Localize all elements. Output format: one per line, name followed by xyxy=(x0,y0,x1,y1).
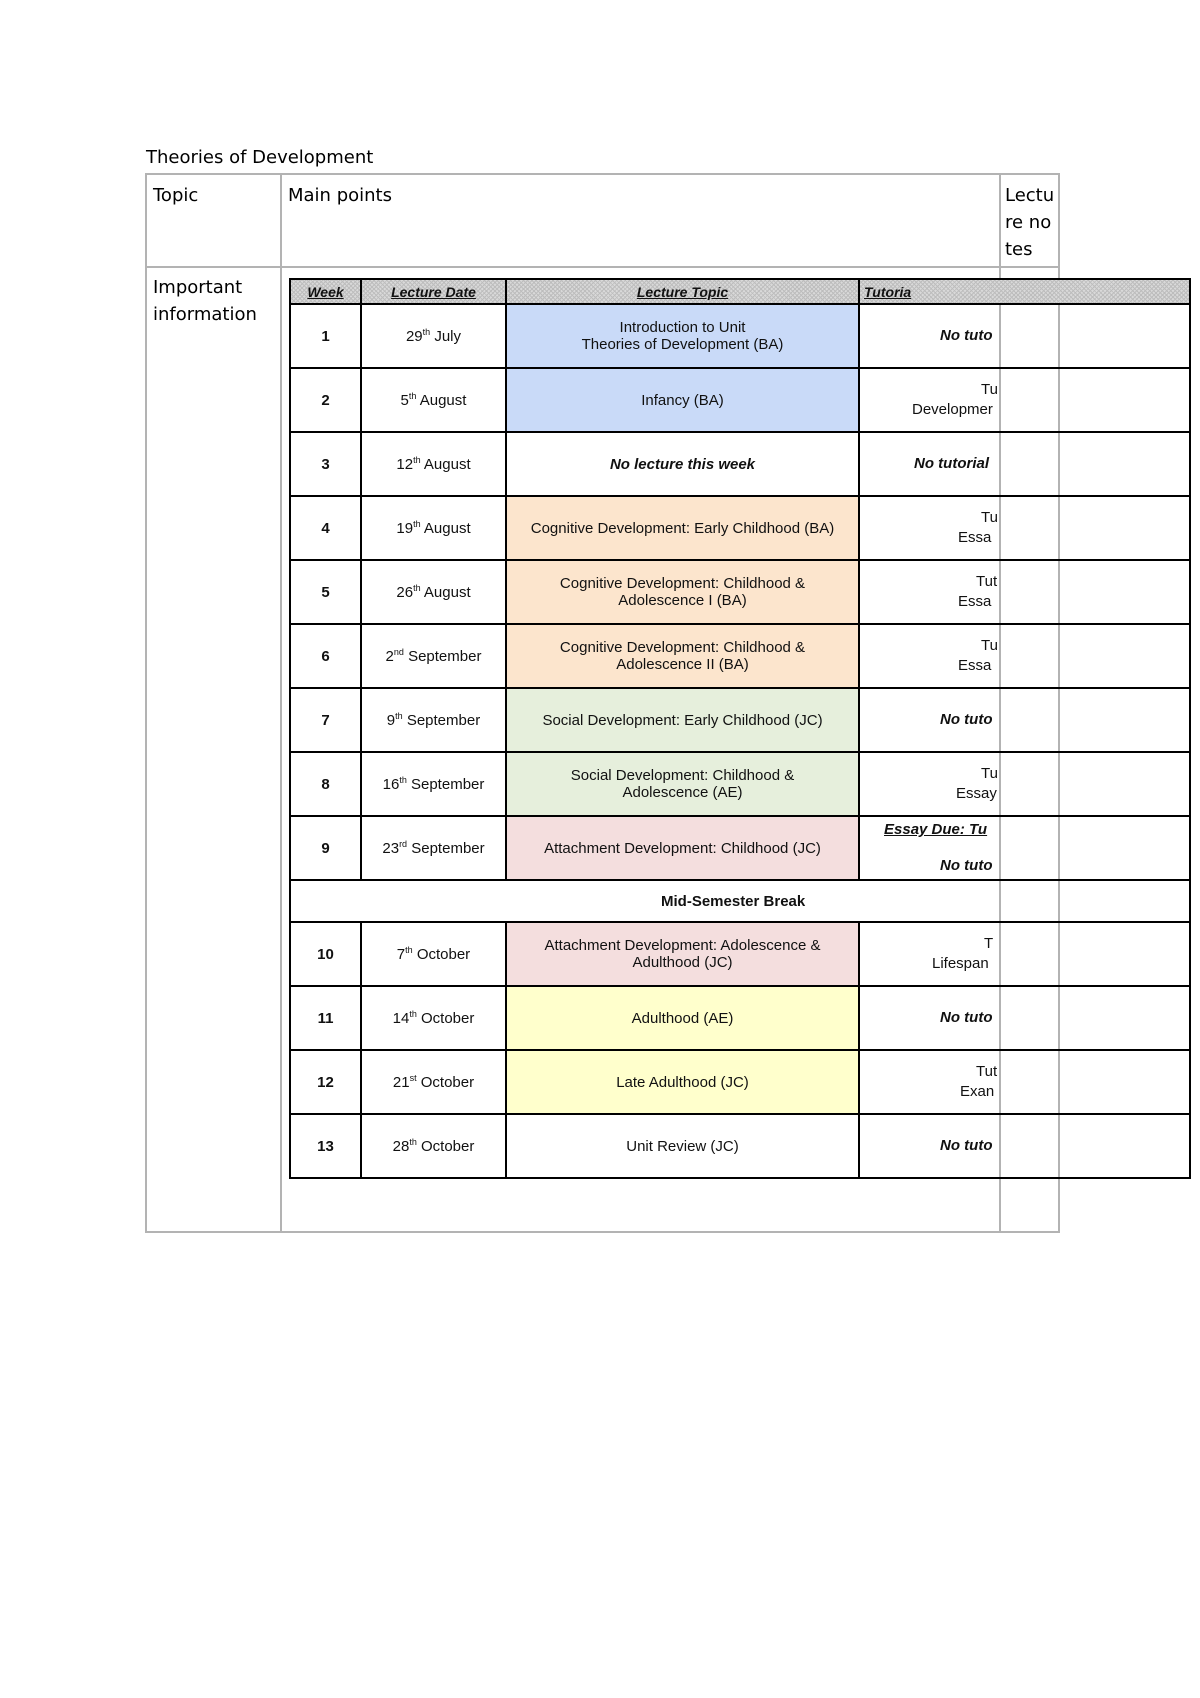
tutorial-cell: Tu Developmer xyxy=(859,368,1190,432)
schedule-row xyxy=(290,496,1190,560)
lecture-topic-cell: Social Development: Early Childhood (JC) xyxy=(506,688,859,752)
lecture-date-column-header: Lecture Date xyxy=(361,279,506,304)
lecture-date-cell: 7th October xyxy=(361,922,506,986)
lecture-date-cell: 29th July xyxy=(361,304,506,368)
topic-header: Topic xyxy=(153,185,199,206)
lecture-topic-cell: Cognitive Development: Early Childhood (BA) xyxy=(506,496,859,560)
week-cell: 6 xyxy=(290,624,361,688)
tutorial-cell: No tuto xyxy=(859,304,1190,368)
tutorial-cell: Tu Essay xyxy=(859,752,1190,816)
tutorial-cell: No tuto xyxy=(859,688,1190,752)
lecture-notes-header: Lectu re notes xyxy=(1005,185,1055,260)
schedule-row xyxy=(290,624,1190,688)
schedule-row xyxy=(290,816,1190,880)
tutorial-cell: Tu Essa xyxy=(859,624,1190,688)
week-cell: 11 xyxy=(290,986,361,1050)
lecture-date-cell: 5th August xyxy=(361,368,506,432)
lecture-topic-cell: Infancy (BA) xyxy=(506,368,859,432)
lecture-topic-cell: No lecture this week xyxy=(506,432,859,496)
lecture-date-cell: 26th August xyxy=(361,560,506,624)
tutorial-cell: No tuto xyxy=(859,986,1190,1050)
week-cell: 10 xyxy=(290,922,361,986)
lecture-date-cell: 21st October xyxy=(361,1050,506,1114)
lecture-topic-column-header: Lecture Topic xyxy=(506,279,859,304)
column-divider xyxy=(280,175,282,1231)
mid-semester-break-row xyxy=(290,880,1190,922)
tutorial-cell: T Lifespan xyxy=(859,922,1190,986)
lecture-topic-cell: Attachment Development: Adolescence & Adulthood (JC) xyxy=(506,922,859,986)
week-column-header: Week xyxy=(290,279,361,304)
week-cell: 5 xyxy=(290,560,361,624)
schedule-row xyxy=(290,688,1190,752)
lecture-topic-cell: Cognitive Development: Childhood & Adolescence I (BA) xyxy=(506,560,859,624)
schedule-row xyxy=(290,432,1190,496)
week-cell: 3 xyxy=(290,432,361,496)
schedule-row xyxy=(290,752,1190,816)
week-cell: 7 xyxy=(290,688,361,752)
lecture-date-cell: 2nd September xyxy=(361,624,506,688)
schedule-row xyxy=(290,986,1190,1050)
lecture-topic-cell: Adulthood (AE) xyxy=(506,986,859,1050)
lecture-topic-cell: Late Adulthood (JC) xyxy=(506,1050,859,1114)
schedule-row xyxy=(290,560,1190,624)
lecture-date-cell: 28th October xyxy=(361,1114,506,1178)
lecture-date-cell: 19th August xyxy=(361,496,506,560)
main-points-header: Main points xyxy=(288,185,392,206)
tutorial-cell: No tuto xyxy=(859,1114,1190,1178)
lecture-date-cell: 9th September xyxy=(361,688,506,752)
mid-semester-break-label: Mid-Semester Break xyxy=(290,880,1190,922)
tutorial-column-header: Tutoria xyxy=(859,279,1190,304)
tutorial-cell: Tut Exan xyxy=(859,1050,1190,1114)
document-title: Theories of Development xyxy=(146,147,374,168)
lecture-date-cell: 16th September xyxy=(361,752,506,816)
tutorial-cell: Tu Essa xyxy=(859,496,1190,560)
header-row-divider xyxy=(147,266,1058,268)
week-cell: 8 xyxy=(290,752,361,816)
lecture-topic-cell: Introduction to Unit Theories of Development (BA) xyxy=(506,304,859,368)
week-cell: 2 xyxy=(290,368,361,432)
week-cell: 4 xyxy=(290,496,361,560)
tutorial-cell: No tutorial xyxy=(859,432,1190,496)
lecture-date-cell: 12th August xyxy=(361,432,506,496)
tutorial-cell: Tut Essa xyxy=(859,560,1190,624)
schedule-row xyxy=(290,1050,1190,1114)
lecture-topic-cell: Attachment Development: Childhood (JC) xyxy=(506,816,859,880)
lecture-topic-cell: Social Development: Childhood & Adolescence (AE) xyxy=(506,752,859,816)
schedule-row xyxy=(290,1114,1190,1178)
week-cell: 9 xyxy=(290,816,361,880)
lecture-topic-cell: Unit Review (JC) xyxy=(506,1114,859,1178)
schedule-row xyxy=(290,368,1190,432)
schedule-header-row xyxy=(290,279,1190,304)
schedule-row xyxy=(290,922,1190,986)
lecture-date-cell: 23rd September xyxy=(361,816,506,880)
lecture-topic-cell: Cognitive Development: Childhood & Adolescence II (BA) xyxy=(506,624,859,688)
tutorial-cell: Essay Due: Tu No tuto xyxy=(859,816,1190,880)
lecture-date-cell: 14th October xyxy=(361,986,506,1050)
week-cell: 1 xyxy=(290,304,361,368)
schedule-row xyxy=(290,304,1190,368)
important-information-label: Important information xyxy=(153,277,257,325)
week-cell: 13 xyxy=(290,1114,361,1178)
schedule-table xyxy=(289,278,1191,1179)
schedule-image xyxy=(289,278,998,1198)
week-cell: 12 xyxy=(290,1050,361,1114)
